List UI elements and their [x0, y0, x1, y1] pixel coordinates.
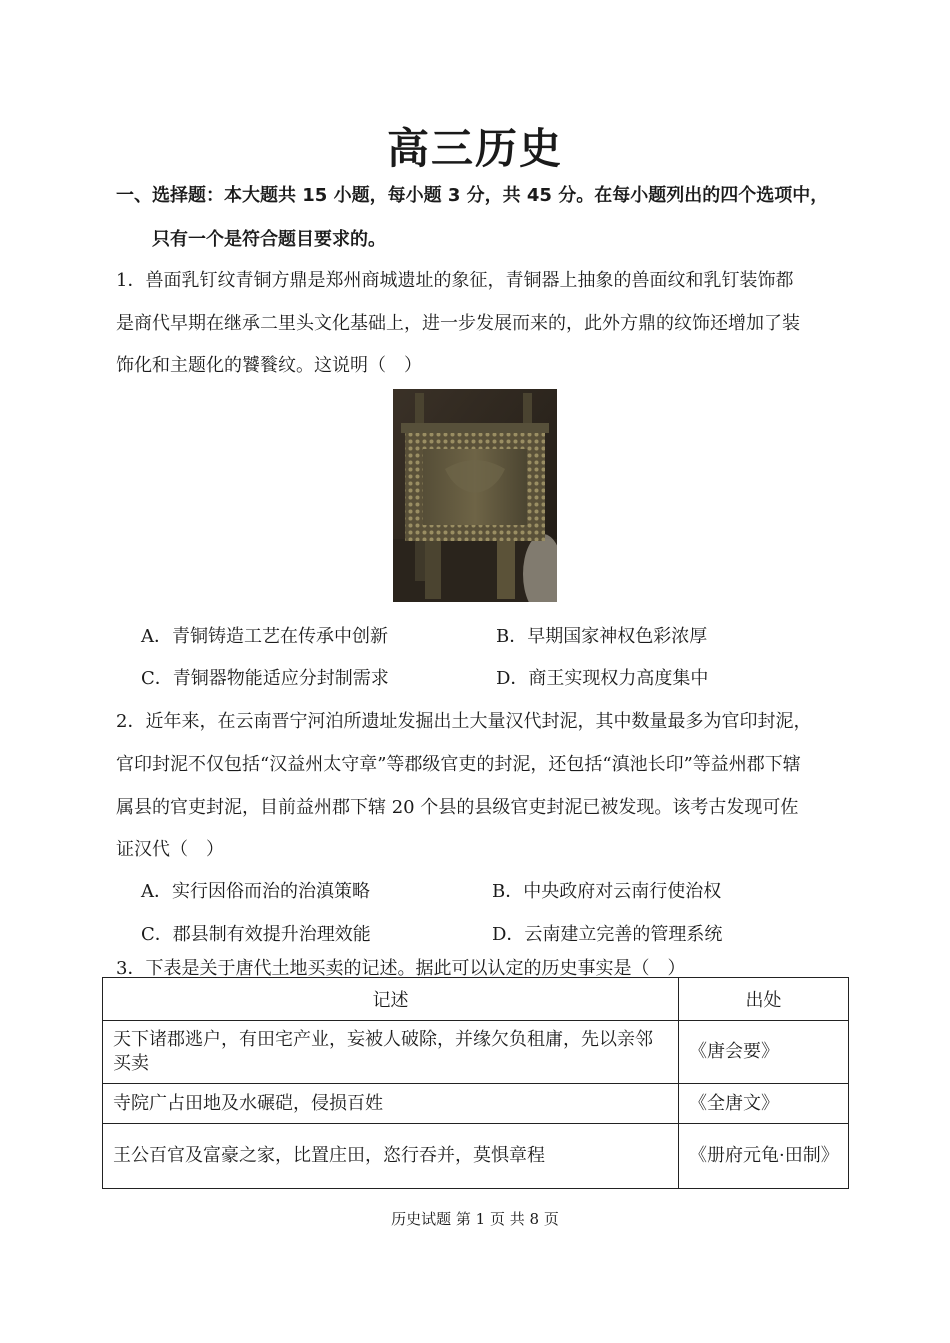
bronze-ding-photo	[393, 389, 557, 602]
table-row	[103, 1021, 849, 1084]
q1-line-3: 饰化和主题化的饕餮纹。这说明（ ）	[116, 355, 422, 376]
q3-stem: 3．下表是关于唐代土地买卖的记述。据此可以认定的历史事实是（ ）	[116, 958, 686, 979]
table-row	[103, 1084, 849, 1124]
q2-option-c: C．郡县制有效提升治理效能	[141, 924, 371, 945]
table-header-row	[103, 978, 849, 1021]
table-cell-source: 《唐会要》	[679, 1021, 849, 1084]
q2-line-4: 证汉代（ ）	[116, 839, 224, 860]
land-trade-table	[102, 977, 849, 1189]
q2-option-a: A．实行因俗而治的治滇策略	[141, 881, 370, 902]
q2-line-2: 官印封泥不仅包括“汉益州太守章”等郡级官吏的封泥，还包括“滇池长印”等益州郡下辖	[116, 754, 801, 775]
table-cell-source: 《册府元龟·田制》	[679, 1124, 849, 1189]
table-header-record: 记述	[103, 978, 679, 1021]
table-cell-record: 王公百官及富豪之家，比置庄田，恣行吞并，莫惧章程	[103, 1124, 679, 1189]
table-cell-source: 《全唐文》	[679, 1084, 849, 1124]
section-heading: 一、选择题：本大题共 15 小题，每小题 3 分，共 45 分。在每小题列出的四个选项中，	[116, 185, 829, 206]
table-cell-record: 寺院广占田地及水碾硙，侵损百姓	[103, 1084, 679, 1124]
q1-option-a: A．青铜铸造工艺在传承中创新	[141, 626, 388, 647]
q2-line-1: 2．近年来，在云南晋宁河泊所遗址发掘出土大量汉代封泥，其中数量最多为官印封泥，	[116, 711, 812, 732]
table-header-source: 出处	[679, 978, 849, 1021]
q2-line-3: 属县的官吏封泥，目前益州郡下辖 20 个县的县级官吏封泥已被发现。该考古发现可佐	[116, 797, 799, 818]
q2-option-b: B．中央政府对云南行使治权	[492, 881, 722, 902]
q1-option-b: B．早期国家神权色彩浓厚	[496, 626, 708, 647]
q1-line-1: 1．兽面乳钉纹青铜方鼎是郑州商城遗址的象征，青铜器上抽象的兽面纹和乳钉装饰都	[116, 270, 794, 291]
table-cell-record: 天下诸郡逃户，有田宅产业，妄被人破除，并缘欠负租庸，先以亲邻买卖	[103, 1021, 679, 1084]
page-title: 高三历史	[386, 124, 563, 173]
table-row	[103, 1124, 849, 1189]
page-footer: 历史试题 第 1 页 共 8 页	[391, 1210, 559, 1228]
q1-option-d: D．商王实现权力高度集中	[496, 668, 709, 689]
q2-option-d: D．云南建立完善的管理系统	[492, 924, 723, 945]
q1-option-c: C．青铜器物能适应分封制需求	[141, 668, 389, 689]
section-heading-cont: 只有一个是符合题目要求的。	[152, 229, 386, 250]
q1-line-2: 是商代早期在继承二里头文化基础上，进一步发展而来的，此外方鼎的纹饰还增加了装	[116, 313, 800, 334]
